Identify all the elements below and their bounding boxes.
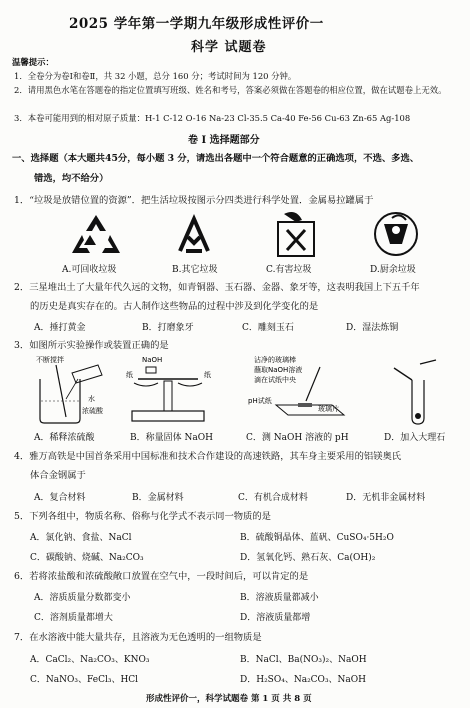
svg-text:pH试纸: pH试纸	[248, 397, 272, 405]
q2-stem-line1: 2．三星堆出土了大量年代久远的文物，如青铜器、玉石器、金器、象牙等，这表明我国上下五千年	[14, 282, 420, 293]
notice-item-1: 1．全卷分为卷Ⅰ和卷Ⅱ，共 32 小题，总分 160 分；考试时间为 120 分钟。	[14, 71, 297, 81]
q5-option-a: A．氯化钠、食盐、NaCl	[30, 533, 132, 543]
q3-option-b: B．称量固体 NaOH	[130, 433, 213, 443]
q4-stem-line2: 体合金钢属于	[30, 470, 86, 481]
notice-label: 温馨提示：	[12, 57, 54, 67]
q2-option-d: D．湿法炼铜	[346, 323, 399, 333]
q2-option-a: A．捶打黄金	[34, 323, 86, 333]
q1-option-d: D.厨余垃圾	[370, 265, 416, 275]
q3-option-d: D．加入大理石	[384, 433, 446, 443]
q3-figure-c-ph-test	[248, 353, 358, 427]
q4-option-b: B．金属材料	[132, 493, 184, 503]
svg-text:纸: 纸	[126, 371, 133, 379]
svg-text:水: 水	[88, 395, 95, 403]
page-footer: 形成性评价一，科学试题卷 第 1 页 共 8 页	[146, 694, 312, 704]
q2-stem-line2: 的历史是真实存在的。古人制作这些物品的过程中涉及到化学变化的是	[30, 301, 319, 312]
part1-title: 卷 Ⅰ 选择题部分	[188, 135, 260, 146]
notice-item-2: 2．请用黑色水笔在答题卷的指定位置填写班级、姓名和考号，答案必须做在答题卷的相应位置，做在试题卷上无效。	[14, 85, 447, 95]
section-instruction-line2: 错选，均不给分）	[34, 173, 109, 184]
q3-figure-b-balance	[124, 353, 214, 427]
q7-stem: 7．在水溶液中能大量共存，且溶液为无色透明的一组物质是	[14, 632, 262, 643]
q3-option-a: A．稀释浓硫酸	[34, 433, 95, 443]
q7-option-b: B．NaCl、Ba(NO₃)₂、NaOH	[240, 655, 367, 665]
svg-text:玻璃片: 玻璃片	[318, 405, 339, 413]
q6-option-a: A．溶质质量分数都变小	[34, 593, 131, 603]
q6-stem: 6．若将浓盐酸和浓硫酸敞口放置在空气中，一段时间后，可以肯定的是	[14, 571, 309, 582]
q5-option-c: C．碳酸钠、烧碱、Na₂CO₃	[30, 553, 144, 563]
recycle-icon	[70, 213, 122, 257]
exam-subtitle: 科学 试题卷	[191, 40, 267, 55]
q1-option-c: C.有害垃圾	[266, 265, 312, 275]
svg-text:不断搅拌: 不断搅拌	[36, 356, 64, 364]
q1-option-b: B.其它垃圾	[172, 265, 218, 275]
q7-option-a: A．CaCl₂、Na₂CO₃、KNO₃	[30, 655, 150, 665]
svg-text:滴在试纸中央: 滴在试纸中央	[254, 376, 296, 384]
q1-stem: 1．“垃圾是放错位置的资源”．把生活垃圾按图示分四类进行科学处置．金属易拉罐属于	[14, 195, 374, 206]
q3-figure-d-test-tube	[384, 358, 448, 426]
hazardous-waste-icon	[274, 210, 318, 258]
q5-stem: 5．下列各组中，物质名称、俗称与化学式不表示同一物质的是	[14, 511, 271, 522]
section-instruction-line1: 一、选择题（本大题共45分，每小题 3 分，请选出各题中一个符合题意的正确选项，不选、多选、	[12, 153, 420, 164]
q7-option-c: C．NaNO₃、FeCl₃、HCl	[30, 675, 139, 685]
q4-option-d: D．无机非金属材料	[346, 493, 426, 503]
q6-option-b: B．溶液质量都减小	[240, 593, 319, 603]
svg-text:纸: 纸	[204, 371, 211, 379]
notice-item-3: 3．本卷可能用到的相对原子质量：H-1 C-12 O-16 Na-23 Cl-35.5 Ca-40 Fe-56 Cu-63 Zn-65 Ag-108	[14, 113, 411, 123]
q3-figure-a-dilution	[26, 353, 112, 427]
q7-option-d: D．H₂SO₄、Na₂CO₃、NaOH	[240, 675, 367, 685]
q4-option-a: A．复合材料	[34, 493, 86, 503]
q4-stem-line1: 4．雅万高铁是中国首条采用中国标准和技术合作建设的高速铁路，其车身主要采用的铝镁奥氏	[14, 451, 402, 462]
q6-option-d: D．溶液质量都增	[240, 613, 311, 623]
q5-option-b: B．硫酸铜晶体、蓝矾、CuSO₄·5H₂O	[240, 533, 394, 543]
svg-text:沾净的玻璃棒: 沾净的玻璃棒	[254, 356, 296, 364]
svg-text:蘸取NaOH溶液: 蘸取NaOH溶液	[254, 366, 303, 374]
q2-option-c: C．雕刻玉石	[242, 323, 294, 333]
q3-stem: 3．如图所示实验操作或装置正确的是	[14, 340, 169, 351]
q6-option-c: C．溶剂质量都增大	[34, 613, 113, 623]
kitchen-waste-icon	[372, 210, 420, 258]
q4-option-c: C．有机合成材料	[238, 493, 308, 503]
q1-option-a: A.可回收垃圾	[62, 265, 117, 275]
q5-option-d: D．氢氧化钙、熟石灰、Ca(OH)₂	[240, 553, 376, 563]
svg-text:NaOH: NaOH	[142, 356, 163, 364]
exam-title: 2025 学年第一学期九年级形成性评价一	[69, 16, 324, 32]
other-waste-icon	[174, 213, 216, 257]
svg-text:浓硫酸: 浓硫酸	[82, 407, 103, 415]
q2-option-b: B．打磨象牙	[142, 323, 194, 333]
q3-option-c: C．测 NaOH 溶液的 pH	[246, 433, 349, 443]
